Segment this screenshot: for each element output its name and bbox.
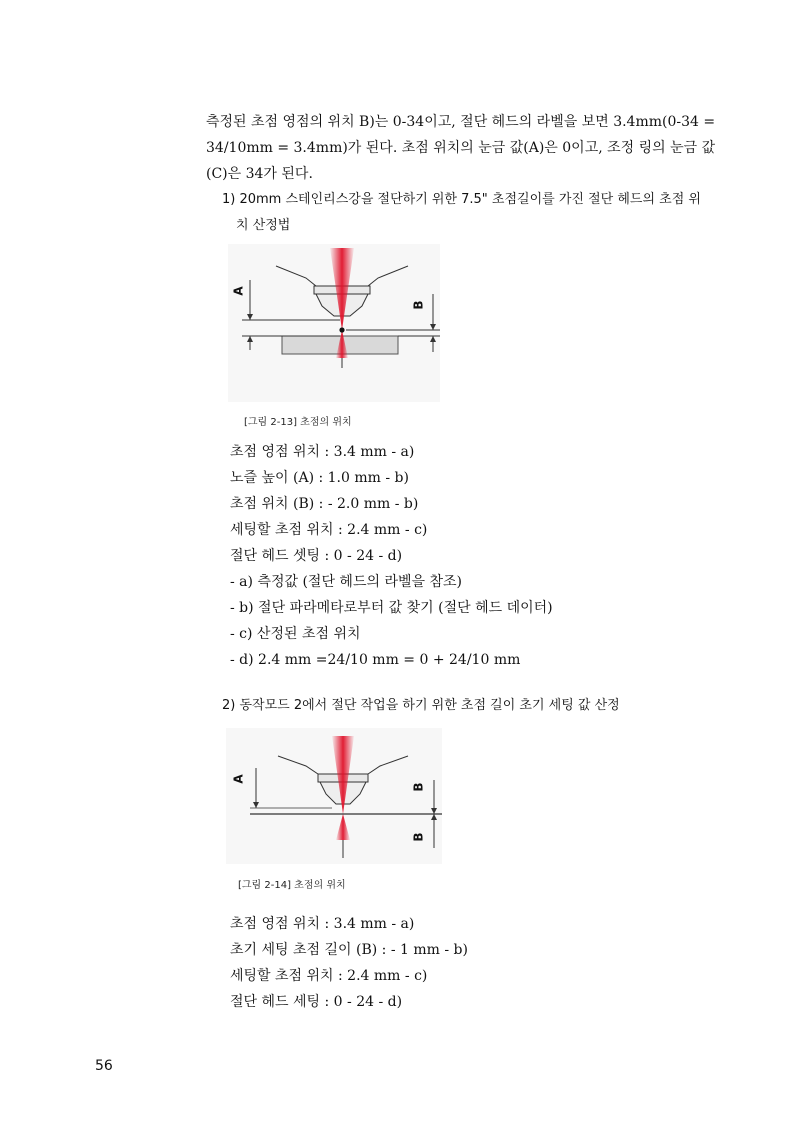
page-number: 56 <box>95 1058 113 1074</box>
figure-2-14-caption: [그림 2-14] 초점의 위치 <box>238 880 346 891</box>
list-item: - c) 산정된 초점 위치 <box>230 626 361 642</box>
dimension-label-b-top: B <box>411 782 426 792</box>
dimension-label-a: A <box>231 774 246 784</box>
dimension-label-a: A <box>231 286 246 296</box>
focus-diagram <box>228 244 440 402</box>
list-item: 세팅할 초점 위치 : 2.4 mm - c) <box>230 522 428 538</box>
focus-diagram <box>226 728 442 864</box>
section1-heading-cont: 치 산정법 <box>236 218 291 233</box>
list-item: 초점 영점 위치 : 3.4 mm - a) <box>230 444 415 460</box>
intro-line-3: (C)은 34가 된다. <box>206 166 313 182</box>
list-item: 초기 세팅 초점 길이 (B) : - 1 mm - b) <box>230 942 468 958</box>
dimension-label-b: B <box>411 300 426 310</box>
list-item: 세팅할 초점 위치 : 2.4 mm - c) <box>230 968 428 984</box>
figure-2-13-caption: [그림 2-13] 초점의 위치 <box>244 417 352 428</box>
figure-2-14 <box>226 728 442 864</box>
dimension-label-b-bottom: B <box>411 832 426 842</box>
intro-line-1: 측정된 초점 영점의 위치 B)는 0-34이고, 절단 헤드의 라벨을 보면 3.4mm(0-34 = <box>206 114 716 130</box>
list-item: - a) 측정값 (절단 헤드의 라벨을 참조) <box>230 574 462 590</box>
intro-line-2: 34/10mm = 3.4mm)가 된다. 초점 위치의 눈금 값(A)은 0이고, 조정 링의 눈금 값 <box>206 140 716 156</box>
list-item: 초점 위치 (B) : - 2.0 mm - b) <box>230 496 419 512</box>
list-item: - b) 절단 파라메타로부터 값 찾기 (절단 헤드 데이터) <box>230 600 553 616</box>
list-item: - d) 2.4 mm =24/10 mm = 0 + 24/10 mm <box>230 652 521 668</box>
list-item: 초점 영점 위치 : 3.4 mm - a) <box>230 916 415 932</box>
list-item: 노즐 높이 (A) : 1.0 mm - b) <box>230 470 409 486</box>
section2-heading: 2) 동작모드 2에서 절단 작업을 하기 위한 초점 길이 초기 세팅 값 산정 <box>222 698 620 713</box>
section1-heading: 1) 20mm 스테인리스강을 절단하기 위한 7.5" 초점길이를 가진 절단 헤드의 초점 위 <box>222 192 701 207</box>
figure-2-13 <box>228 244 440 402</box>
list-item: 절단 헤드 세팅 : 0 - 24 - d) <box>230 994 403 1010</box>
list-item: 절단 헤드 셋팅 : 0 - 24 - d) <box>230 548 403 564</box>
